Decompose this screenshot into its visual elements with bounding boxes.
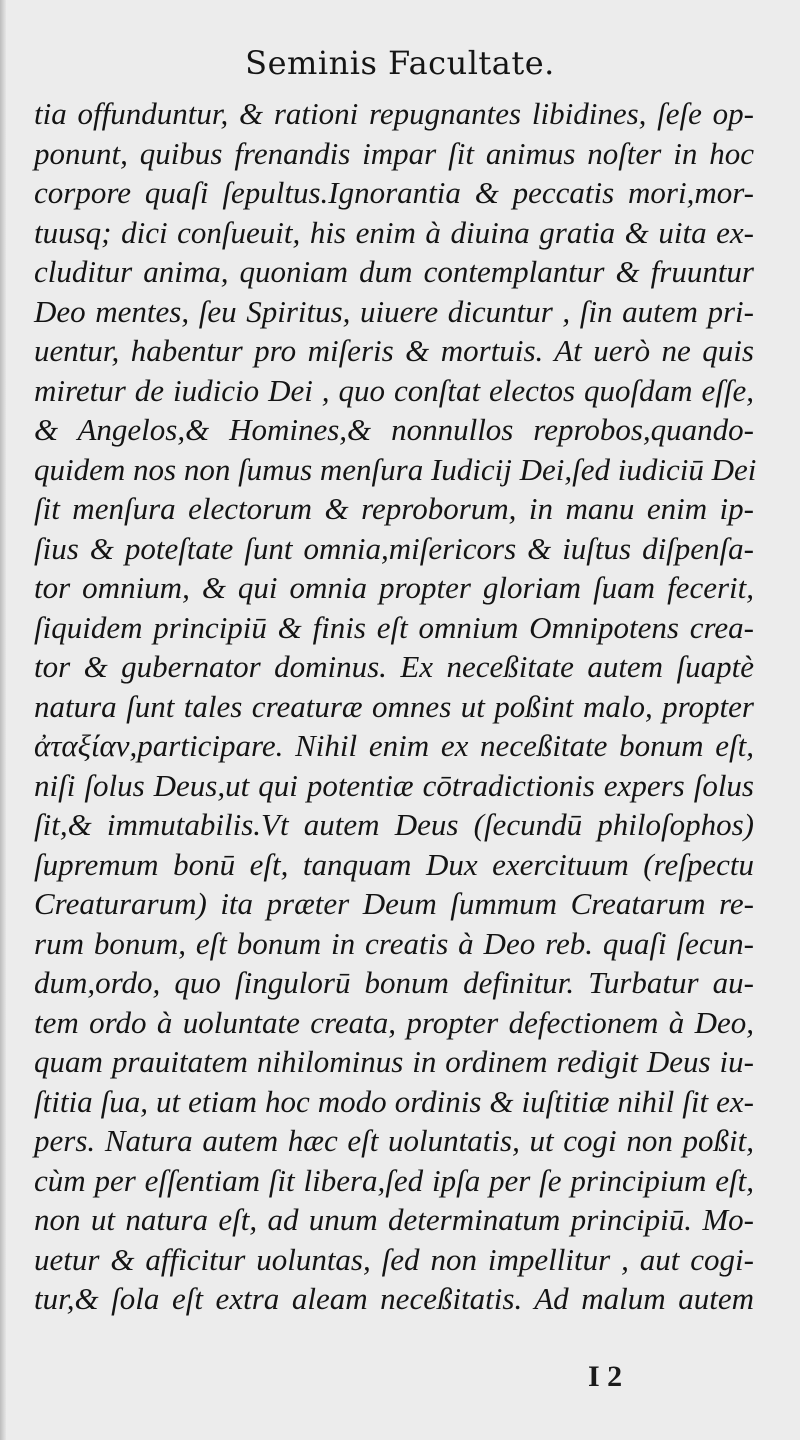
text-line: dum,ordo, quo ſingulorū bonum definitur. Turbatur au- xyxy=(34,965,754,1000)
text-line: ſiquidem principiū & finis eſt omnium Omnipotens crea- xyxy=(34,609,754,645)
text-line: ponunt, quibus frenandis impar ſit animus noſter in hoc xyxy=(34,135,754,171)
text-line: uentur, habentur pro miſeris & mortuis. At uerò ne quis xyxy=(34,333,754,368)
page-gutter-edge xyxy=(0,0,6,1440)
text-line: rum bonum, eſt bonum in creatis à Deo reb. quaſi ſecun- xyxy=(34,925,754,961)
text-line: tur,& ſola eſt extra aleam neceßitatis. Ad malum autem xyxy=(34,1281,754,1316)
text-line: corpore quaſi ſepultus.Ignorantia & peccatis mori,mor- xyxy=(34,175,754,210)
text-line: & Angelos,& Homines,& nonnullos reprobos,quando- xyxy=(34,412,754,447)
text-line: cluditur anima, quoniam dum contemplantur & fruuntur xyxy=(34,254,754,289)
text-line: ἀταξίαν,participare. Nihil enim ex neceßitate bonum eſt, xyxy=(34,728,754,763)
text-line: tem ordo à uoluntate creata, propter defectionem à Deo, xyxy=(34,1004,754,1040)
text-line: tuusq; dici conſueuit, his enim à diuina gratia & uita ex- xyxy=(34,214,754,250)
text-line: tor omnium, & qui omnia propter gloriam ſuam fecerit, xyxy=(34,570,754,605)
text-line: pers. Natura autem hæc eſt uoluntatis, ut cogi non poßit, xyxy=(34,1123,754,1158)
text-line: ſit,& immutabilis.Vt autem Deus (ſecundū philoſophos) xyxy=(34,807,754,842)
signature-mark: I 2 xyxy=(588,1360,623,1393)
text-line: ſius & poteſtate ſunt omnia,miſericors & iuſtus diſpenſa- xyxy=(34,530,754,566)
text-line: ſtitia ſua, ut etiam hoc modo ordinis & iuſtitiæ nihil ſit ex- xyxy=(34,1083,754,1119)
text-line: non ut natura eſt, ad unum determinatum principiū. Mo- xyxy=(34,1202,754,1237)
text-line: natura ſunt tales creaturæ omnes ut poßint malo, propter xyxy=(34,688,754,724)
text-line: quam prauitatem nihilominus in ordinem redigit Deus iu- xyxy=(34,1044,754,1079)
text-line: ſupremum bonū eſt, tanquam Dux exercituum (reſpectu xyxy=(34,846,754,882)
text-line: ſit menſura electorum & reproborum, in manu enim ip- xyxy=(34,491,754,526)
text-line: tor & gubernator dominus. Ex neceßitate autem ſuaptè xyxy=(34,649,754,684)
body-text xyxy=(34,94,757,1319)
text-line: quidem nos non ſumus menſura Iudicij Dei,ſed iudiciū Dei xyxy=(34,451,757,487)
running-header: Seminis Facultate. xyxy=(245,44,555,82)
text-line: niſi ſolus Deus,ut qui potentiæ cōtradictionis expers ſolus xyxy=(34,767,754,803)
text-line: Deo mentes, ſeu Spiritus, uiuere dicuntur , ſin autem pri- xyxy=(34,293,754,329)
text-line: cùm per eſſentiam ſit libera,ſed ipſa per ſe principium eſt, xyxy=(34,1162,754,1198)
text-line: miretur de iudicio Dei , quo conſtat electos quoſdam eſſe, xyxy=(34,372,754,408)
text-line: uetur & afficitur uoluntas, ſed non impellitur , aut cogi- xyxy=(34,1241,754,1277)
text-line: tia offunduntur, & rationi repugnantes libidines, ſeſe op- xyxy=(34,96,754,131)
text-line: Creaturarum) ita præter Deum ſummum Creatarum re- xyxy=(34,886,754,921)
